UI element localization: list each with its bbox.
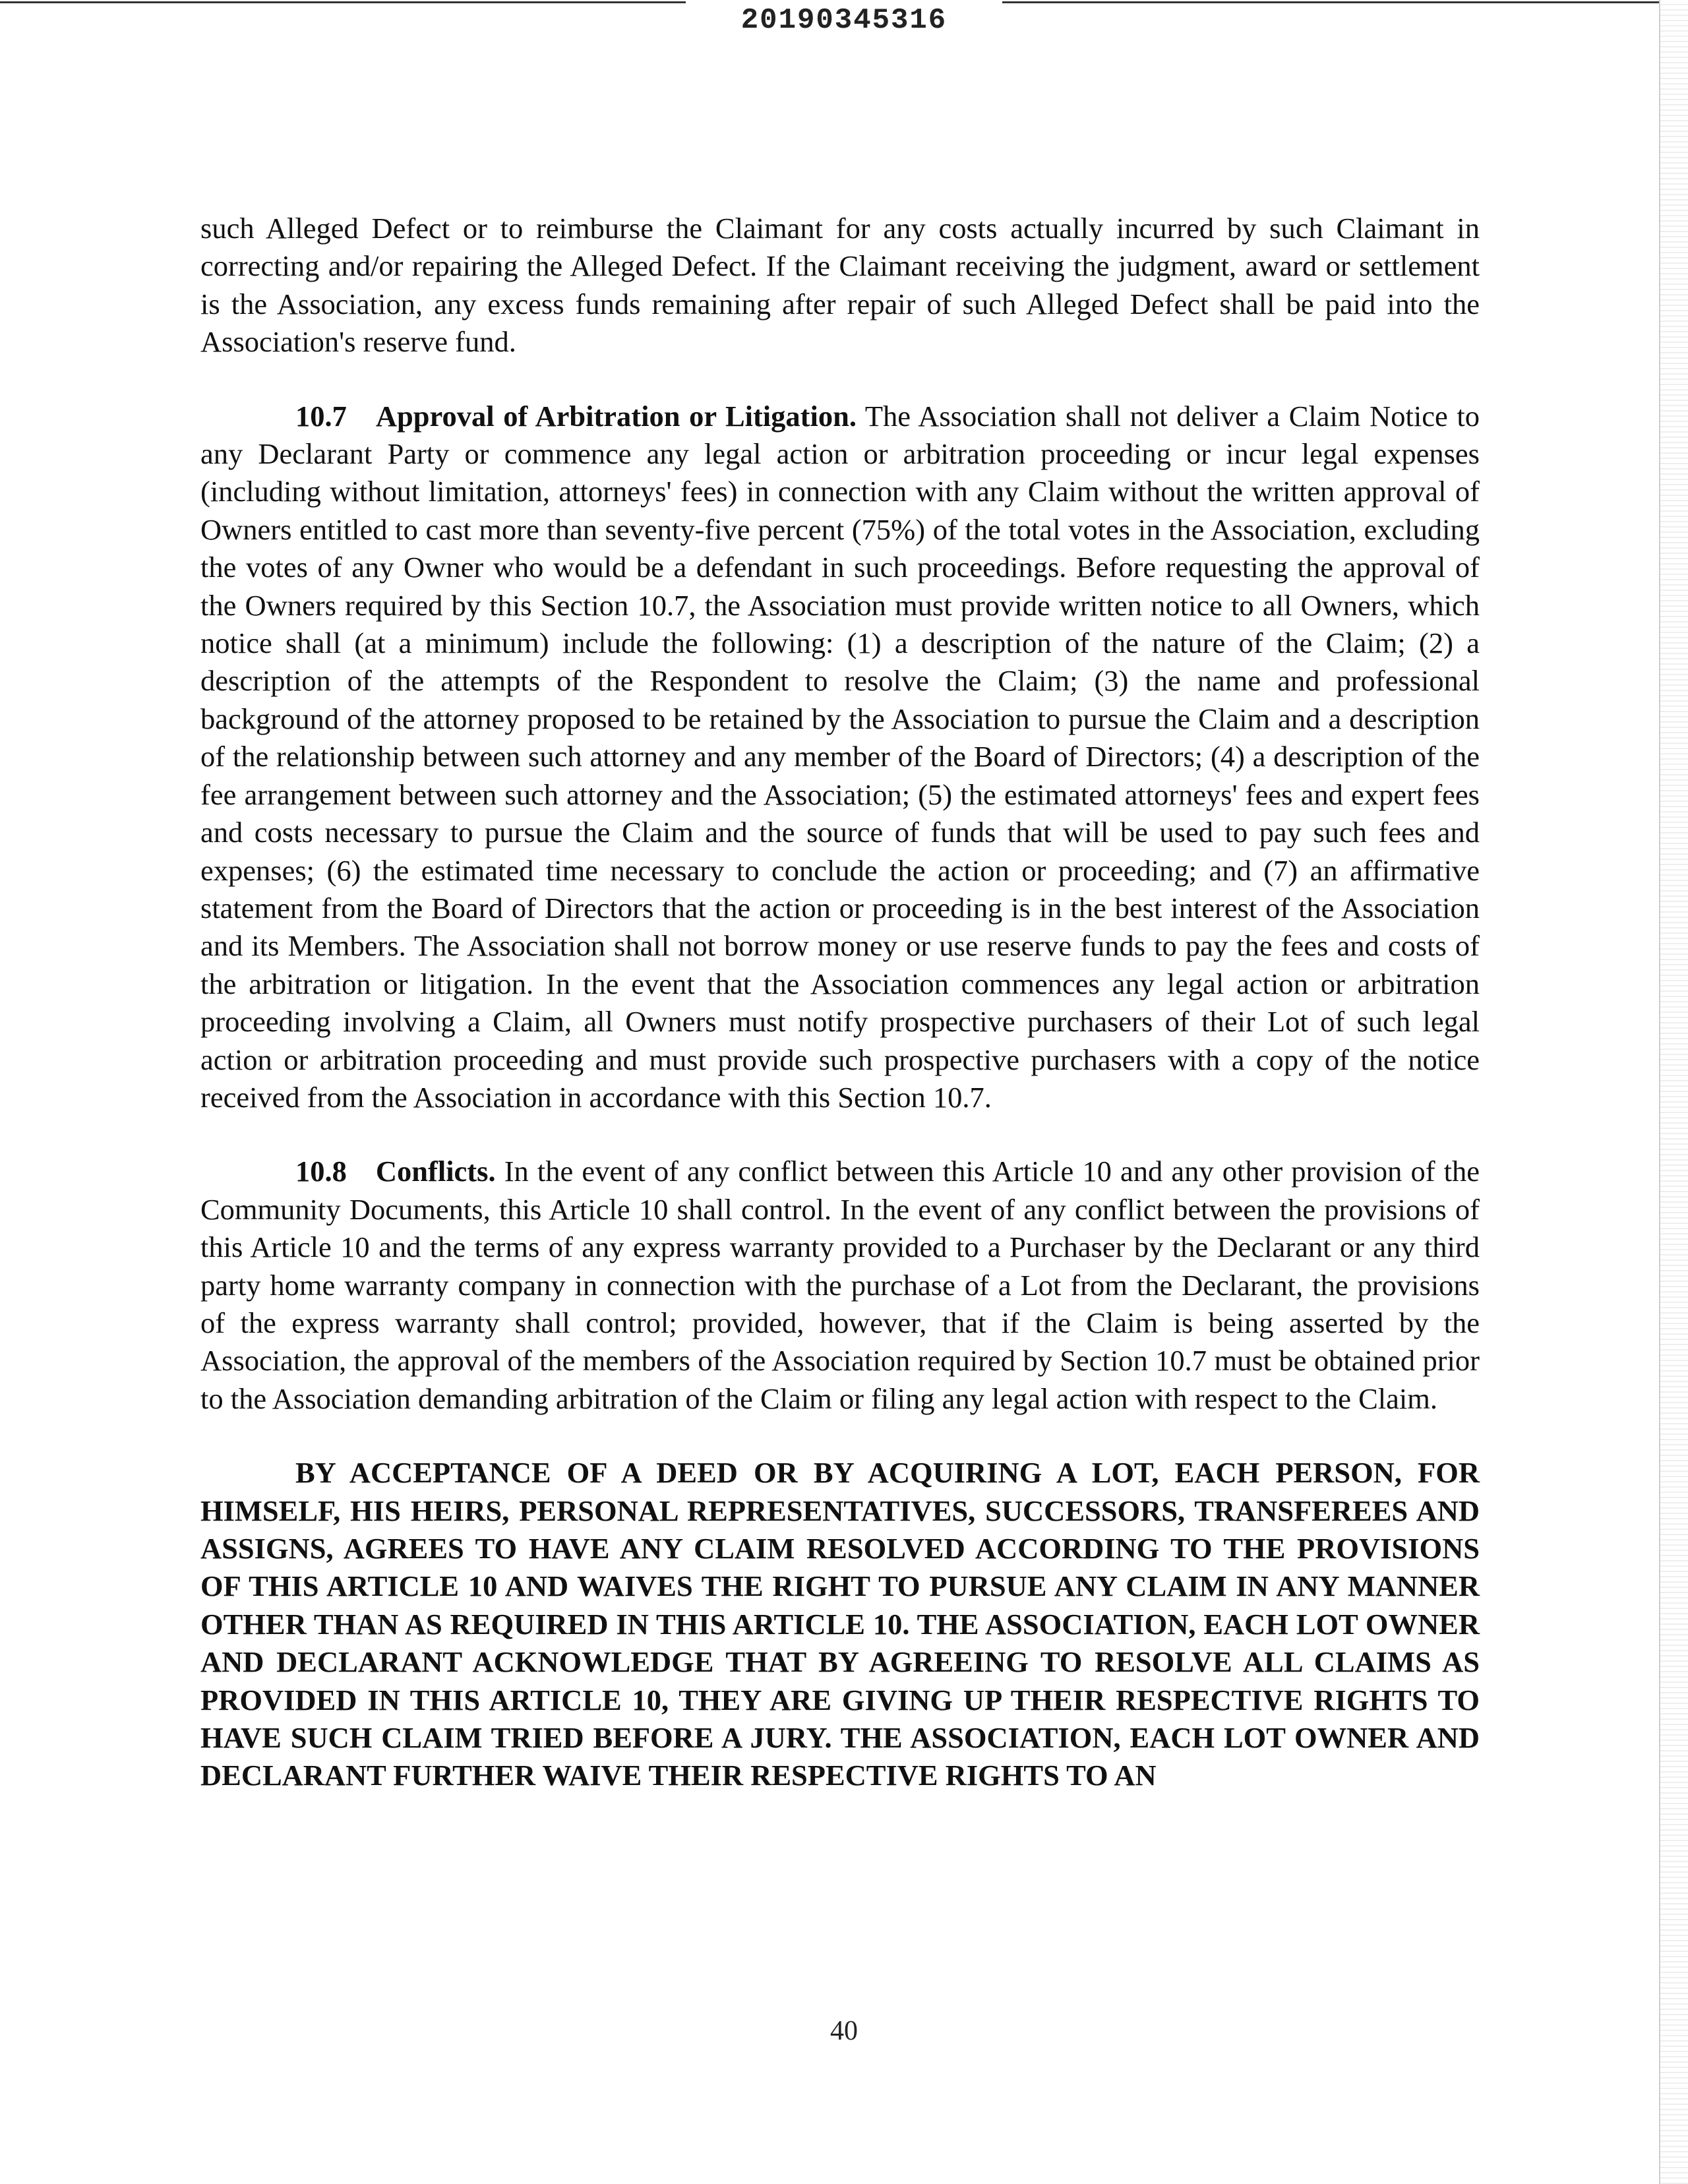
document-number: 20190345316 xyxy=(740,4,948,37)
section-number: 10.7 xyxy=(295,399,347,433)
section-title: Conflicts. xyxy=(375,1155,496,1188)
section-number: 10.8 xyxy=(295,1155,347,1188)
page-number: 40 xyxy=(830,2016,858,2046)
section-title: Approval of Arbitration or Litigation. xyxy=(375,399,857,433)
page-body xyxy=(200,210,1480,1795)
section-text: The Association shall not deliver a Claim Notice to any Declarant Party or commence any legal action or arbitration proceeding or incur legal expenses (including without limitation, attorneys' fees) in connection with any Claim without the written approval of Owners entitled to cast more than seventy-five percent (75%) of the total votes in the Association, excluding the votes of any Owner who would be a defendant in such proceedings. Before requesting the approval of the Owners required by this Section 10.7, the Association must provide written notice to all Owners, which notice shall (at a minimum) include the following: (1) a description of the nature of the Claim; (2) a description of the attempts of the Respondent to resolve the Claim; (3) the name and professional background of the attorney proposed to be retained by the Association to pursue the Claim and a description of the relationship between such attorney and any member of the Board of Directors; (4) a description of the fee arrangement between such attorney and the Association; (5) the estimated attorneys' fees and expert fees and costs necessary to pursue the Claim and the source of funds that will be used to pay such fees and expenses; (6) the estimated time necessary to conclude the action or proceeding; and (7) an affirmative statement from the Board of Directors that the action or proceeding is in the best interest of the Association and its Members. The Association shall not borrow money or use reserve funds to pay the fees and costs of the arbitration or litigation. In the event that the Association commences any legal action or arbitration proceeding involving a Claim, all Owners must notify prospective purchasers of their Lot of such legal action or arbitration proceeding and must provide such prospective purchasers with a copy of the notice received from the Association in accordance with this Section 10.7. xyxy=(200,399,1480,1114)
continuation-paragraph: such Alleged Defect or to reimburse the Claimant for any costs actually incurred by such Claimant in correcting and/or repairing the Alleged Defect. If the Claimant receiving the judgment, award or settlement is the Association, any excess funds remaining after repair of such Alleged Defect shall be paid into the Association's reserve fund. xyxy=(200,212,1480,359)
section-10-8 xyxy=(200,1153,1480,1418)
section-text: In the event of any conflict between this Article 10 and any other provision of the Community Documents, this Article 10 shall control. In the event of any conflict between the provisions of this Article 10 and the terms of any express warranty provided to a Purchaser by the Declarant or any third party home warranty company in connection with the purchase of a Lot from the Declarant, the provisions of the express warranty shall control; provided, however, that if the Claim is being asserted by the Association, the approval of the members of the Association required by Section 10.7 must be obtained prior to the Association demanding arbitration of the Claim or filing any legal action with respect to the Claim. xyxy=(200,1155,1480,1415)
acknowledgment-paragraph: BY ACCEPTANCE OF A DEED OR BY ACQUIRING A LOT, EACH PERSON, FOR HIMSELF, HIS HEIRS, PERSONAL REPRESENTATIVES, SUCCESSORS, TRANSFEREES AND ASSIGNS, AGREES TO HAVE ANY CLAIM RESOLVED ACCORDING TO THE PROVISIONS OF THIS ARTICLE 10 AND WAIVES THE RIGHT TO PURSUE ANY CLAIM IN ANY MANNER OTHER THAN AS REQUIRED IN THIS ARTICLE 10. THE ASSOCIATION, EACH LOT OWNER AND DECLARANT ACKNOWLEDGE THAT BY AGREEING TO RESOLVE ALL CLAIMS AS PROVIDED IN THIS ARTICLE 10, THEY ARE GIVING UP THEIR RESPECTIVE RIGHTS TO HAVE SUCH CLAIM TRIED BEFORE A JURY. THE ASSOCIATION, EACH LOT OWNER AND DECLARANT FURTHER WAIVE THEIR RESPECTIVE RIGHTS TO AN xyxy=(200,1456,1480,1792)
section-10-7 xyxy=(200,398,1480,1117)
scan-edge xyxy=(1659,0,1688,2184)
